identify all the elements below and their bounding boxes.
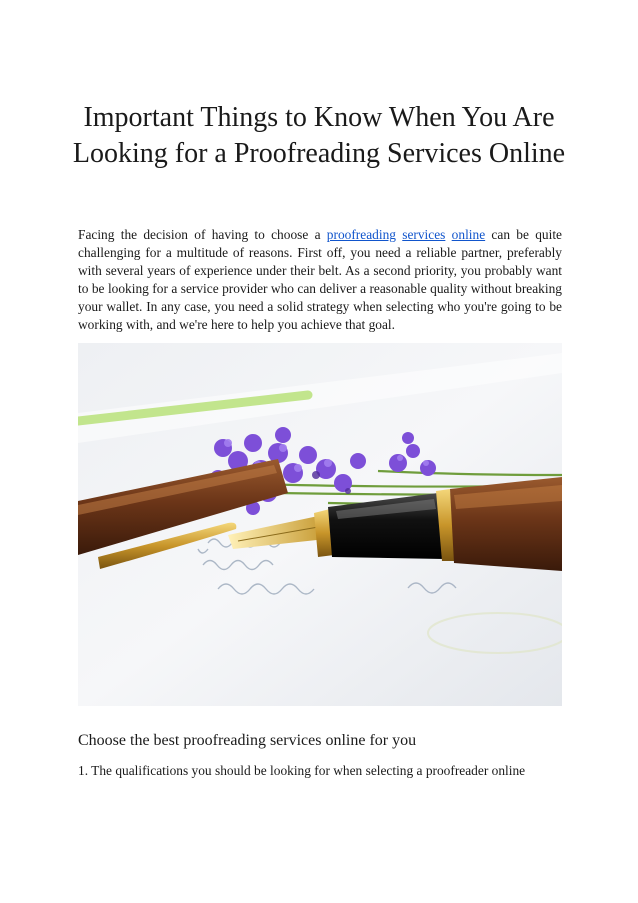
link-proofreading[interactable]: proofreading [326,227,396,242]
link-services[interactable]: services [402,227,446,242]
section-heading: Choose the best proofreading services online for you [78,732,417,749]
intro-text-start: Facing the decision of having to choose a [78,227,327,242]
link-online[interactable]: online [451,227,486,242]
photo-illustration [78,343,562,706]
point-one-text: 1. The qualifications you should be looking for when selecting a proofreader online [78,763,526,778]
fountain-pen-lavender-photo [78,343,562,706]
intro-paragraph [78,226,562,334]
document-title: Important Things to Know When You Are Looking for a Proofreading Services Online [72,102,566,169]
intro-text-end: can be quite challenging for a multitude of reasons. First off, you need a reliable partner, preferably with several years of experience under their belt. As a second priority, you probably want to be looking for a service provider who can deliver a reasonable quality without breaking your wallet. In any case, you need a solid strategy when selecting who you're going to be working with, and we're here to help you achieve that goal. [78,227,562,332]
